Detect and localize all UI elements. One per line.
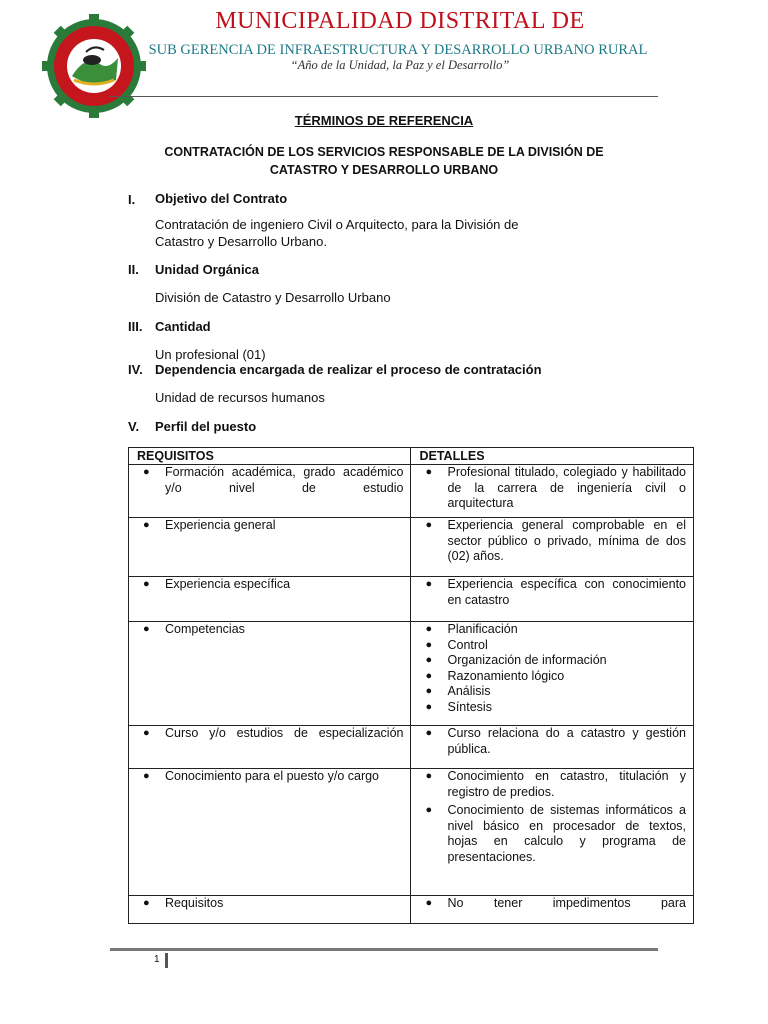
section-body-line: División de Catastro y Desarrollo Urbano <box>155 290 391 305</box>
requirement-cell <box>129 465 410 496</box>
table-row <box>129 622 694 726</box>
requirement-cell <box>129 577 410 593</box>
table-row <box>129 465 694 518</box>
page-number-bar <box>165 953 168 968</box>
bullet-icon: ● <box>143 727 150 739</box>
detail-text: Experiencia específica con conocimiento en catastro <box>447 577 686 607</box>
table-row <box>129 896 694 924</box>
detail-text: Conocimiento en catastro, titulación y registro de predios. <box>447 769 686 799</box>
detail-text: Experiencia general comprobable en el sector público o privado, mínima de dos (02) años. <box>447 518 686 563</box>
footer-divider <box>110 948 658 951</box>
header-divider <box>110 96 658 97</box>
detail-text: Análisis <box>447 684 491 698</box>
table-row <box>129 726 694 769</box>
detail-item <box>425 653 686 669</box>
bullet-icon: ● <box>425 804 433 816</box>
bullet-icon: ● <box>143 578 150 590</box>
bullet-icon: ● <box>425 700 433 713</box>
section-number: II. <box>128 262 139 277</box>
detail-text: Control <box>447 637 488 652</box>
bullet-icon: ● <box>425 654 433 666</box>
section-number: III. <box>128 319 143 334</box>
bullet-icon: ● <box>143 897 150 909</box>
page-number: 1 <box>154 954 160 965</box>
section-body-line: Un profesional (01) <box>155 347 266 362</box>
detail-text: No tener impedimentos para <box>447 896 686 910</box>
requirement-cell <box>129 769 410 785</box>
requirement-text: Experiencia específica <box>165 577 291 591</box>
requirement-cell <box>129 896 410 912</box>
column-header-detalles: DETALLES <box>411 448 694 465</box>
detail-text: Profesional titulado, colegiado y habilitado de la carrera de ingeniería civil o arquitectura <box>447 465 686 510</box>
detail-item <box>425 896 686 912</box>
requirement-cell <box>129 518 410 534</box>
bullet-icon: ● <box>143 770 150 782</box>
detail-item <box>425 518 686 565</box>
detail-text: Razonamiento lógico <box>447 668 565 683</box>
bullet-icon: ● <box>425 770 433 782</box>
bullet-icon: ● <box>425 897 433 909</box>
bullet-icon: ● <box>143 519 150 531</box>
bullet-icon: ● <box>425 578 433 590</box>
detail-text: Organización de información <box>447 653 607 667</box>
municipality-title: MUNICIPALIDAD DISTRITAL DE <box>215 8 585 34</box>
requirement-text: Formación académica, grado académico y/o nivel de estudio <box>165 465 404 495</box>
detail-text: Conocimiento de sistemas informáticos a nivel básico en procesador de textos, hojas en calculo y programa de presentaciones. <box>447 803 686 864</box>
details-cell <box>411 896 693 912</box>
detail-text: Curso relaciona do a catastro y gestión pública. <box>447 726 686 756</box>
section-body-line: Contratación de ingeniero Civil o Arquitecto, para la División de <box>155 217 519 232</box>
section-heading: Unidad Orgánica <box>155 262 260 277</box>
bullet-icon: ● <box>425 623 433 635</box>
detail-item <box>425 726 686 757</box>
details-cell <box>411 726 693 757</box>
requirement-text: Curso y/o estudios de especialización <box>165 726 404 740</box>
requirement-text: Competencias <box>165 622 245 636</box>
bullet-icon: ● <box>425 685 433 697</box>
column-header-requisitos: REQUISITOS <box>129 448 411 465</box>
bullet-icon: ● <box>425 519 433 531</box>
bullet-icon: ● <box>143 466 150 478</box>
year-motto: “Año de la Unidad, la Paz y el Desarrollo” <box>290 58 510 72</box>
document-subtitle: CONTRATACIÓN DE LOS SERVICIOS RESPONSABLE DE LA DIVISIÓN DE CATASTRO Y DESARROLLO URBANO <box>164 145 604 177</box>
requirement-text: Conocimiento para el puesto y/o cargo <box>165 769 380 783</box>
section-heading: Dependencia encargada de realizar el proceso de contratación <box>155 362 542 377</box>
details-cell <box>411 622 693 715</box>
bullet-icon: ● <box>425 727 433 739</box>
detail-item <box>425 769 686 800</box>
section-body <box>155 216 518 250</box>
section-body-line: Catastro y Desarrollo Urbano. <box>155 234 327 249</box>
requirement-cell <box>129 726 410 742</box>
detail-item <box>425 684 686 700</box>
requirement-cell <box>129 622 410 638</box>
section-heading: Perfil del puesto <box>155 419 257 434</box>
bullet-icon: ● <box>425 638 433 651</box>
detail-item <box>425 637 686 654</box>
bullet-icon: ● <box>425 466 433 478</box>
details-cell <box>411 465 693 512</box>
detail-item <box>425 803 686 865</box>
requirement-text: Requisitos <box>165 896 224 910</box>
section-number: I. <box>128 192 136 207</box>
bullet-icon: ● <box>425 669 433 682</box>
bullet-icon: ● <box>143 623 150 635</box>
table-row <box>129 518 694 577</box>
detail-item <box>425 465 686 512</box>
section-1 <box>128 191 135 209</box>
municipality-logo <box>42 14 146 118</box>
table-row <box>129 769 694 896</box>
section-body-line: Unidad de recursos humanos <box>155 390 325 405</box>
section-heading: Objetivo del Contrato <box>155 191 288 206</box>
detail-item <box>425 668 686 685</box>
document-title: TÉRMINOS DE REFERENCIA <box>294 113 474 128</box>
table-header-row <box>129 448 694 465</box>
detail-text: Síntesis <box>447 699 492 714</box>
detail-item <box>425 577 686 608</box>
details-cell <box>411 518 693 565</box>
details-cell <box>411 769 693 865</box>
details-cell <box>411 577 693 608</box>
sub-gerencia-title: SUB GERENCIA DE INFRAESTRUCTURA Y DESARROLLO URBANO RURAL <box>148 42 648 58</box>
section-heading: Cantidad <box>155 319 211 334</box>
detail-item <box>425 699 686 716</box>
detail-item <box>425 622 686 638</box>
section-number: IV. <box>128 362 143 377</box>
requirements-table <box>128 447 694 924</box>
section-number: V. <box>128 419 140 434</box>
table-row <box>129 577 694 622</box>
detail-text: Planificación <box>447 622 518 636</box>
requirement-text: Experiencia general <box>165 518 276 532</box>
